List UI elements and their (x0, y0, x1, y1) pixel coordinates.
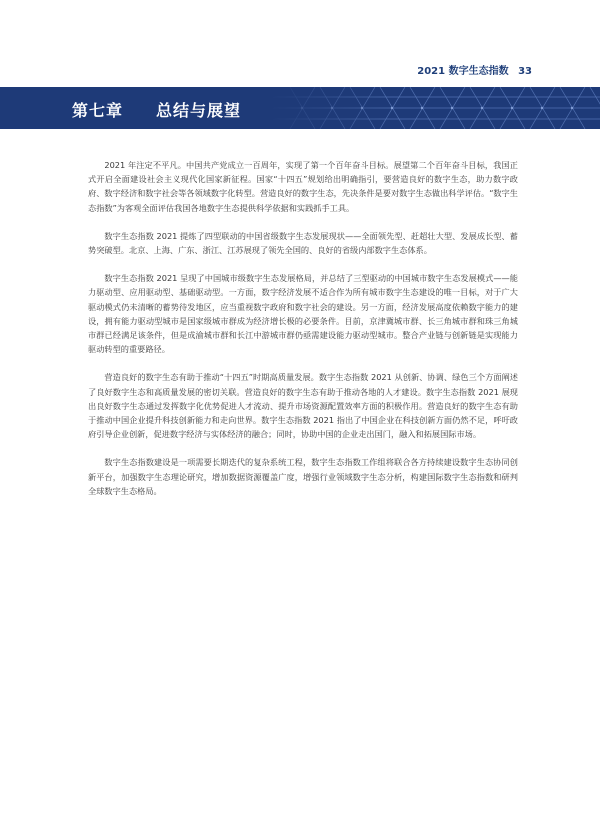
report-title: 2021 数字生态指数 (417, 66, 509, 77)
paragraph: 数字生态指数建设是一项需要长期迭代的复杂系统工程，数字生态指数工作组将联合各方持续建设数字生态协同创新平台，加强数字生态理论研究，增加数据资源覆盖广度，增强行业领域数字生态分析，构建国际数字生态指数和研判全球数字生态格局。 (88, 457, 518, 496)
page-number: 33 (518, 66, 532, 77)
paragraph: 数字生态指数 2021 提炼了四型联动的中国省级数字生态发展现状——全面领先型、赶超壮大型、发展成长型、蓄势突破型。北京、上海、广东、浙江、江苏展现了领先全国的、良好的省级内部数字生态体系。 (88, 230, 518, 256)
chapter-number: 第七章 (72, 101, 124, 120)
paragraph: 数字生态指数 2021 呈现了中国城市级数字生态发展格局，并总结了三型驱动的中国城市数字生态发展模式——能力驱动型、应用驱动型、基础驱动型。一方面，数字经济发展不适合作为所有城市数字生态建设的唯一目标，对于广大驱动模式仍未清晰的蓄势待发地区，应当重视数字政府和数字社会的建设。另一方面，经济发展高度依赖数字能力的建设，拥有能力驱动型城市是国家级城市群成为经济增长极的必要条件。目前，京津冀城市群、长三角城市群和珠三角城市群已经满足该条件，但是成渝城市群和长江中游城市群仍亟需建设能力驱动型城市。整合产业链与创新链是实现能力驱动转型的重要路径。 (88, 273, 518, 355)
banner-pattern (270, 87, 600, 129)
chapter-banner (0, 87, 600, 129)
running-header (417, 62, 532, 77)
chapter-body (88, 158, 518, 512)
paragraph: 营造良好的数字生态有助于推动“十四五”时期高质量发展。数字生态指数 2021 从创新、协调、绿色三个方面阐述了良好数字生态和高质量发展的密切关联。营造良好的数字生态有助于推动各地的人才建设。数字生态指数 2021 展现出良好数字生态通过发挥数字化优势促进人才流动、提升市场资源配置效率方面的积极作用。营造良好的数字生态有助于推动中国企业提升科技创新能力和走向世界。数字生态指数 2021 指出了中国企业在科技创新方面仍然不足，呼吁政府引导企业创新，促进数字经济与实体经济的融合；同时，协助中国的企业走出国门，融入和拓展国际市场。 (88, 372, 518, 440)
chapter-title: 总结与展望 (156, 101, 242, 120)
paragraph: 2021 年注定不平凡。中国共产党成立一百周年，实现了第一个百年奋斗目标。展望第二个百年奋斗目标，我国正式开启全面建设社会主义现代化国家新征程。国家“十四五”规划给出明确指引，要营造良好的数字生态，助力数字政府、数字经济和数字社会等各领域数字化转型。营造良好的数字生态，先决条件是要对数字生态做出科学评估。“数字生态指数”为客观全面评估我国各地数字生态提供科学依据和实践抓手工具。 (88, 160, 518, 213)
